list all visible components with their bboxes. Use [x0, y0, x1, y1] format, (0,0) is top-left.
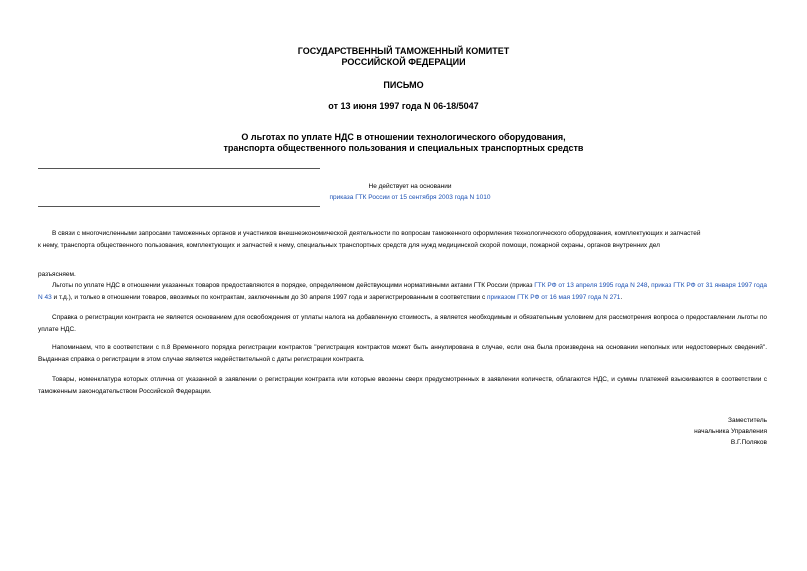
paragraph-1-end: разъясняем. [38, 271, 76, 278]
paragraph-3: Справка о регистрации контракта не является основанием для освобождения от уплаты налога на добавленную стоимость, а является необходимым и обязательным условием для рассмотрения вопроса о предоставлении льготы по уплате НДС. [38, 314, 767, 333]
divider-bottom [38, 206, 320, 207]
paragraph-1-line1: В связи с многочисленными запросами таможенных органов и участников внешнеэкономической деятельности по вопросам таможенного оформления технологического оборудования, комплектующих и запчастей [52, 230, 701, 237]
paragraph-5: Товары, номенклатура которых отлична от указанной в заявлении о регистрации контракта или которые ввозены сверх предусмотренных в заявлении количеств, облагаются НДС, и суммы платежей взыскиваются в соответствии с таможенным законодательством Российской Федерации. [38, 376, 767, 395]
paragraph-2-text4: . [620, 294, 623, 301]
paragraph-2 [38, 280, 767, 304]
doc-date: от 13 июня 1997 года N 06-18/5047 [328, 101, 479, 111]
paragraph-2-text3: и т.д.), и только в отношении товаров, ввозимых по контрактам, заключенным до 30 апреля 1997 года и зарегистрированным в соответствии с [51, 294, 488, 301]
subject-line2: транспорта общественного пользования и специальных транспортных средств [223, 143, 584, 153]
org-name-line1: ГОСУДАРСТВЕННЫЙ ТАМОЖЕННЫЙ КОМИТЕТ [297, 46, 510, 56]
status-text: Не действует на основании [368, 183, 452, 190]
paragraph-1-line2: к нему, транспорта общественного пользования, комплектующих и запчастей к нему, специальных транспортных средств для нужд медицинской скорой помощи, пожарной охраны, органов внутренних дел [38, 242, 660, 249]
paragraph-4: Напоминаем, что в соответствии с п.8 Временного порядка регистрации контрактов "регистрация контрактов может быть аннулирована в случае, если она была произведена на основании неполных или недостоверных сведений". Выданная справка о регистрации в этом случае является недействительной с даты регистрации контракта. [38, 344, 767, 363]
order-248-link[interactable]: ГТК РФ от 13 апреля 1995 года N 248 [534, 282, 648, 289]
divider-top [38, 168, 320, 169]
signature-title: Заместитель [728, 417, 767, 424]
doc-type: ПИСЬМО [383, 80, 424, 90]
subject-line1: О льготах по уплате НДС в отношении технологического оборудования, [241, 132, 566, 142]
paragraph-2-text2: , [647, 282, 652, 289]
order-271-link[interactable]: приказом ГТК РФ от 16 мая 1997 года N 271 [487, 294, 621, 301]
org-name-line2: РОССИЙСКОЙ ФЕДЕРАЦИИ [341, 57, 466, 67]
signature-name: В.Г.Поляков [730, 439, 767, 446]
status-link[interactable]: приказа ГТК России от 15 сентября 2003 года N 1010 [329, 194, 491, 201]
signature-position: начальника Управления [694, 428, 767, 435]
order-43-link[interactable]: приказ ГТК РФ от 31 января 1997 года N 43 [38, 282, 767, 301]
paragraph-2-text1: Льготы по уплате НДС в отношении указанных товаров предоставляются в порядке, определяемом действующими нормативными актами ГТК России (приказ [52, 282, 535, 289]
